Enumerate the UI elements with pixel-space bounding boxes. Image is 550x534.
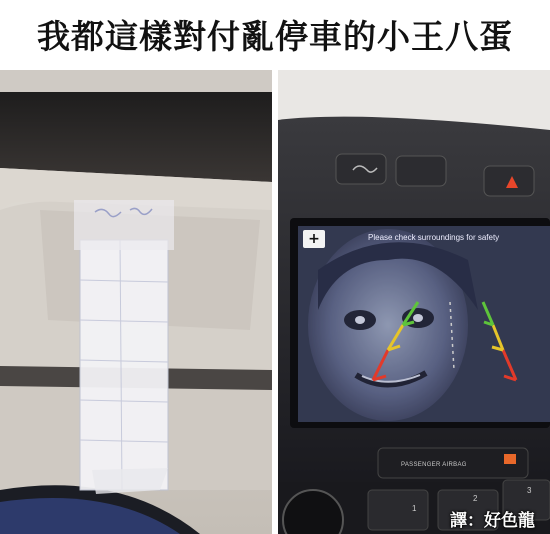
passenger-airbag-label: PASSENGER AIRBAG (401, 462, 467, 468)
console-key-1: 1 (412, 504, 417, 513)
camera-face-image (298, 226, 550, 422)
camera-add-button: + (303, 230, 325, 248)
meme-title: 我都這樣對付亂停車的小王八蛋 (37, 16, 513, 56)
left-photo-bumper (0, 70, 272, 534)
camera-safety-warning: Please check surroundings for safety (368, 233, 500, 242)
console-key-2: 2 (473, 494, 478, 503)
console-key-3: 3 (527, 486, 532, 495)
taped-paper (74, 200, 174, 494)
translator-watermark: 譯：好色龍 (450, 511, 535, 531)
bumper-illustration (0, 70, 272, 534)
